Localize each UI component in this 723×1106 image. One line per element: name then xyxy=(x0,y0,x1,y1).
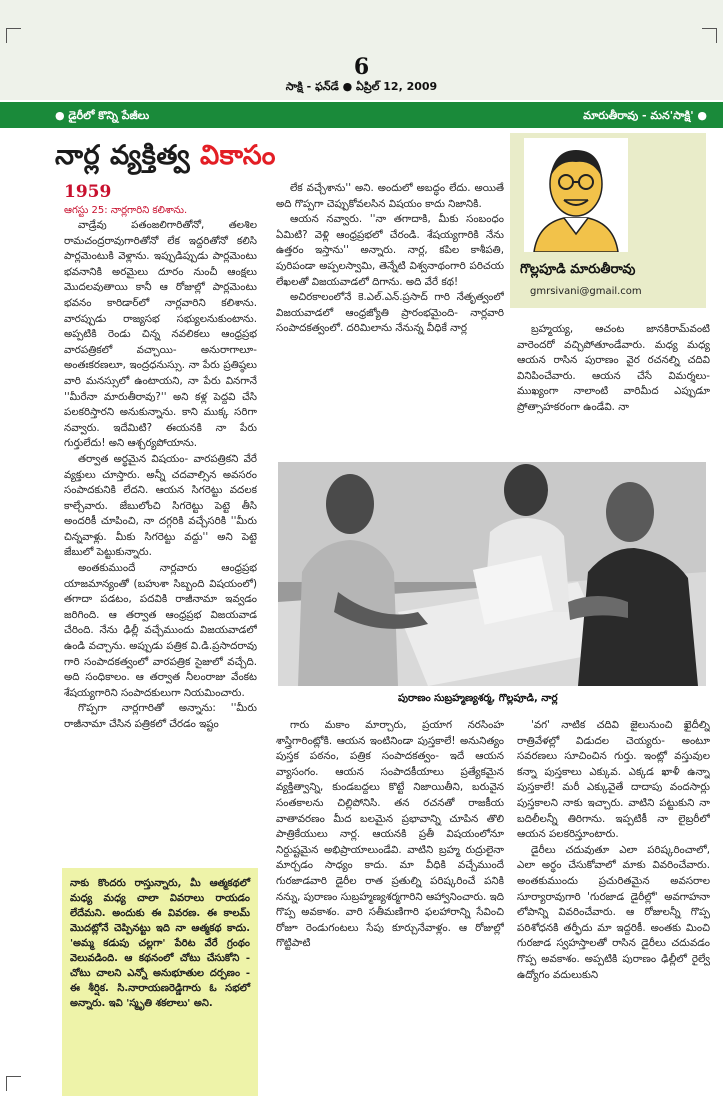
crop-mark-top-right xyxy=(702,28,717,43)
section-label-left: ● డైరీలో కొన్ని పేజీలు xyxy=(55,109,150,122)
page-number: 6 xyxy=(353,54,370,80)
author-portrait-icon xyxy=(524,138,628,252)
paragraph: డైరీలు చదువుతూ ఎలా పరిష్కరించాలో, ఎలా అర్థం చేసుకోవాలో మాకు వివరించేవారు. అంతకుముందు ప్రచురితమైన అవసరాల సూర్యారావుగారి 'గురజాడ డైరీల్లో' అవగాహనా లోపాన్ని వివరించేవారు. ఆ రోజులన్నీ గొప్ప పరిశోధనకి తర్ఫీదు మా ఇద్దరికీ. అంతకు మించి గురజాడ స్వహస్తాలతో రాసిన డైరీలు చదువడం గొప్ప అవకాశం. అప్పటికి పురాణం ఢిల్లీలో రైల్వే ఉద్యోగం వదులుకుని xyxy=(517,843,710,981)
diary-dateline: ఆగస్టు 25: నార్లగారిని కలిశాను. xyxy=(64,205,188,216)
article-photo xyxy=(278,462,706,686)
paragraph: వాడ్రేవు పతంజలిగారితోనో, తలశిల రామచంద్రరావుగారితోనో లేక ఇద్దరితోనో కలిసి పార్లమెంటుకి వెళ్లాను. ఇప్పుడిప్పుడు పార్లమెంటు భవనానికి అరమైలు దూరం నుంచీ ఆంక్షలు మొదలవుతాయి కానీ ఆ రోజుల్లో పార్లమెంటు భవనం కారిడార్‌లో నార్లవారిని కలిశాను. వారప్పుడు రాజ్యసభ సభ్యులనుకుంటాను. అప్పటికి రెండు చిన్న నవలికలు ఆంధ్రప్రభ వారపత్రికలో వచ్చాయి- అనురాగాలూ- అంతఃకరణలూ, ఇంద్రధనుస్సు. నా పేరు ప్రతిష్ఠలు వారి మనస్సులో ఉంటాయని, నా పేరు వినగానే ''మీరేనా మారుతీరావు?'' అని కళ్ల పెద్దవి చేసి పలకరిస్తారని అనుకున్నాను. కాని ముక్క సరిగా నవ్వారు. ఇదేమిటి? ఈయనకి నా పేరు గుర్తులేదు! అని ఆశ్చర్యపోయాను. xyxy=(64,219,257,450)
diary-year: 1959 xyxy=(64,182,112,202)
paragraph: 'వగ' నాటిక చదివి జైలునుంచి ఖైదీల్ని రాత్రివేళల్లో విడుదల చెయ్యరు- అంటూ సవరణలు సూచించిన గుర్తు. ఇంట్లో వస్తువుల కన్నా పుస్తకాలు ఎక్కువ. ఎక్కడ ఖాళీ ఉన్నా పుస్తకాలే! మరీ ఎక్కువైతే దాదాపు వందసార్లు పుస్తకాలని నాకు ఇచ్చారు. వాటిని పట్టుకుని నా బదిలీలన్నీ తిరిగాను. ఇప్పటికీ నా లైబ్రరీలో ఆయన పలకరిస్తూంటారు. xyxy=(517,719,710,841)
crop-mark-bottom-left xyxy=(6,1076,21,1091)
paragraph: ఆయన నవ్వారు. ''నా తగాదాకి, మీకు సంబంధం ఏమిటి? వెళ్లి ఆంధ్రప్రభలో చేరండి. శేషయ్యగారికి నేను ఉత్తరం ఇస్తాను'' అన్నారు. నార్ల, కపిల కాశీపతి, పురిపండా అప్పలస్వామి, తెన్నేటి విశ్వనాథంగారి పరిచయ లేఖలతో విజయవాడలో దిగాను. అది వేరే కథ! xyxy=(276,213,504,288)
sidebar-note: నాకు కొందరు రాస్తున్నారు, మీ ఆత్మకథలో మధ్య మధ్య చాలా వివరాలు రాయడం లేదేమని. అందుకు ఈ వివరణ. ఈ కాలమ్ మొదట్లోనే చెప్పినట్టు ఇది నా ఆత్మకథ కాదు. 'అమ్మ కడుపు చల్లగా' పేరిట వేరే గ్రంథం వెలువడింది. ఆ కథనంలో చోటు చేసుకోని - చోటు చాలని ఎన్నో అనుభూతుల దర్పణం - ఈ శీర్షిక. సి.నారాయణరెడ్డిగారు ఓ సభలో అన్నారు. ఇవి 'స్మృతి శకలాలు' అని. xyxy=(70,878,250,1009)
paragraph: గారు మకాం మార్చారు, ప్రయాగ నరసింహ శాస్త్రిగారింట్లోకి. ఆయన ఇంటినిండా పుస్తకాలే! అనునిత్యం పుస్తక పఠనం, పత్రిక సంపాదకత్వం- ఇదే ఆయన వ్యాసంగం. ఆయన సంపాదకీయాలు ప్రత్యేకమైన వ్యక్తిత్వాన్ని, కుండబద్దలు కొట్టే నిజాయితీని, బరువైన సంతకాలను చిల్లిపోనిసి. తన రచనతో రాజకీయ వాతావరణం మీద బలమైన ప్రభావాన్ని చూపిన తొలి పాత్రికేయులు నార్ల. ఆయనకి ప్రతీ విషయంలోనూ నిర్దుష్టమైన అభిప్రాయాలుండేవి. వాటిని బ్రహ్మ రుద్రులైనా మార్చడం సాధ్యం కాదు. మా వీధికి వచ్చేముందే గురజాడవారి డైరీల రాత ప్రతుల్ని పరిష్కరించే పనికి నన్ను, పురాణం సుబ్రహ్మణ్యశర్మగారిని ఆహ్వానించారు. ఇది గొప్ప అవకాశం. వారి సతీమణిగారి ఫలహారాన్ని సేవించి రోజూ రెండుగంటలు సేపు కూర్చునేవాళ్లం. ఆ రోజుల్లో గొట్టిపాటి xyxy=(276,719,504,950)
article-column-4 xyxy=(276,718,504,1096)
paragraph: అచిరకాలంలోనే కె.ఎల్.ఎన్.ప్రసాద్ గారి నేతృత్వంలో విజయవాడలో ఆంధ్రజ్యోతి ప్రారంభమైంది- నార్లవారి సంపాదకత్వంలో. దరిమిలాను నేనున్న వీధికే నార్ల xyxy=(276,291,504,335)
paragraph: గొప్పగా నార్లగారితో అన్నాను: ''మీరు రాజీనామా చేసిన పత్రికలో చేరడం ఇష్టం xyxy=(64,702,257,730)
author-name: గొల్లపూడి మారుతీరావు xyxy=(520,262,636,277)
headline-part-1: నార్ల వ్యక్తిత్వ xyxy=(55,140,200,171)
article-column-3 xyxy=(517,322,710,448)
article-column-1 xyxy=(64,218,257,858)
headline-part-2: వికాసం xyxy=(199,140,276,171)
crop-mark-top-left xyxy=(6,28,21,43)
paragraph: తర్వాత అర్థమైన విషయం- వారపత్రికని వేరే వ్యక్తులు చూస్తారు. అన్నీ చదవాల్సిన అవసరం సంపాదకునికి లేదని. ఆయన సిగరెట్టు వదలక కాల్చేవారు. జేబులోంచి సిగరెట్టు పెట్టె తీసి అందరికీ చూపించి, నా దగ్గరికి వచ్చేసరికి ''మీరు చిన్నవాళ్లు. మీకు సిగరెట్టు వద్దు'' అని పెట్టె జేబులో పెట్టుకున్నారు. xyxy=(64,452,257,559)
photo-caption: పురాణం సుబ్రహ్మణ్యశర్మ, గొల్లపూడి, నార్ల xyxy=(398,693,558,704)
section-label-right: మారుతీరావు - మన'సాక్షి' ● xyxy=(583,109,707,122)
issue-line: సాక్షి - ఫన్‌డే ● ఏప్రిల్ 12, 2009 xyxy=(285,80,438,93)
article-headline xyxy=(55,140,276,178)
article-column-5 xyxy=(517,718,710,1096)
author-email: gmrsivani@gmail.com xyxy=(530,286,642,297)
paragraph: అంతకుముందే నార్లవారు ఆంధ్రప్రభ యాజమాన్యంతో (బహుశా సిబ్బంది విషయంలో) తగాదా పడటం, పదవికి రాజీనామా ఇవ్వడం జరిగింది. ఆ తర్వాత ఆంధ్రప్రభ విజయవాడ చేరింది. నేను ఢిల్లీ వచ్చేముందు విజయవాడలో ఉండి వచ్చాను. అప్పుడు పత్రిక వి.డి.ప్రసాదరావు గారి సంపాదకత్వంలో వారపత్రిక సైజులో వచ్చేది. అది సంధికాలం. ఆ తర్వాత నీలంరాజు వేంకట శేషయ్యగారిని సంపాదకులుగా నియమించారు. xyxy=(64,562,257,699)
article-column-2 xyxy=(276,181,504,461)
paragraph: లేక వచ్చేశాను'' అని. అందులో అబద్ధం లేదు. అయితే అది గొప్పగా చెప్పుకోవలసిన విషయం కాదు నిజానికి. xyxy=(276,182,504,210)
paragraph: బ్రహ్మయ్య, ఆచంట జానకిరామ్‌వంటి వారెందరో వచ్చిపోతూండేవారు. మధ్య మధ్య ఆయన రాసిన పురాణం వైర రచనల్ని చదివి వినిపించేవారు. ఆయన చేసే విమర్శలు- ముఖ్యంగా నాలాంటి వారిమీద ఎప్పుడూ ప్రోత్సాహకరంగా ఉండేవి. నా xyxy=(517,323,710,413)
